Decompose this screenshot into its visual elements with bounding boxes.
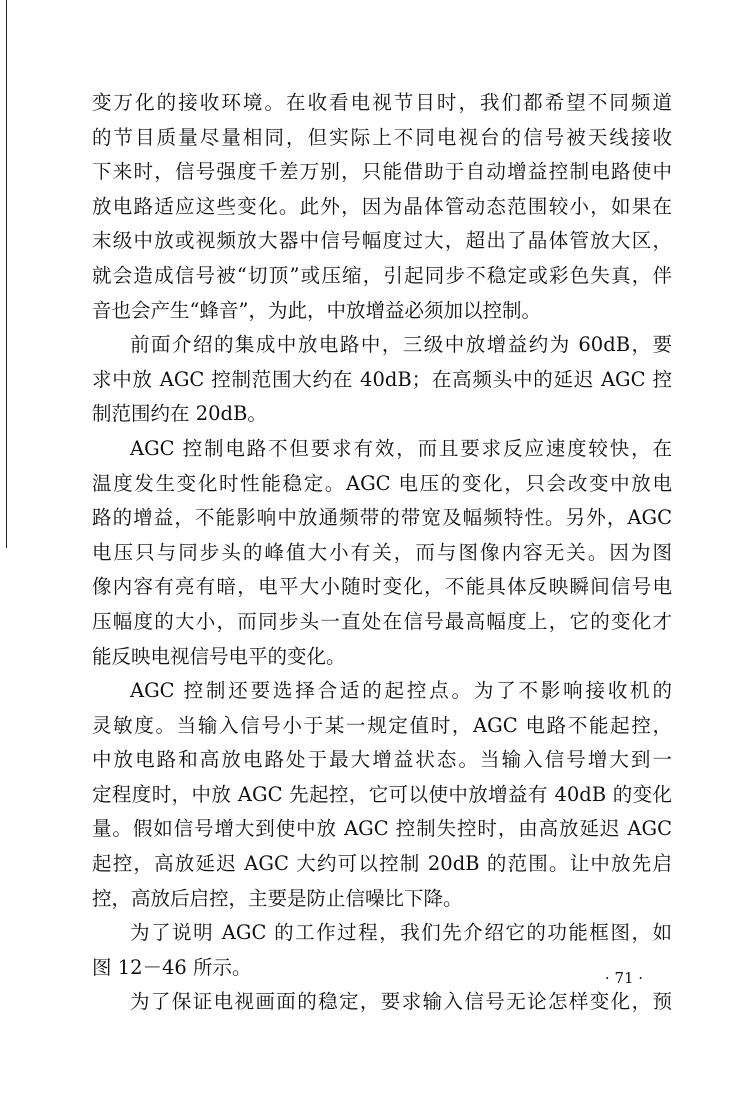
text-line: 为了保证电视画面的稳定，要求输入信号无论怎样变化，预 <box>130 990 672 1014</box>
text-line: 就会造成信号被“切顶”或压缩，引起同步不稳定或彩色失真，伴 <box>92 263 672 287</box>
scan-edge-line <box>6 0 7 548</box>
page-number: · 71 · <box>604 969 644 987</box>
text-line: 定程度时，中放 AGC 先起控，它可以使中放增益有 40dB 的变化 <box>92 782 672 806</box>
text-line: 量。假如信号增大到使中放 AGC 控制失控时，由高放延迟 AGC <box>92 817 672 841</box>
text-line: 末级中放或视频放大器中信号幅度过大，超出了晶体管放大区， <box>92 229 672 253</box>
text-line: AGC 控制还要选择合适的起控点。为了不影响接收机的 <box>130 679 672 703</box>
text-line: AGC 控制电路不但要求有效，而且要求反应速度较快，在 <box>130 436 672 460</box>
text-line: 放电路适应这些变化。此外，因为晶体管动态范围较小，如果在 <box>92 194 672 218</box>
text-line: 前面介绍的集成中放电路中，三级中放增益约为 60dB，要 <box>130 333 672 357</box>
text-line: 音也会产生“蜂音”，为此，中放增益必须加以控制。 <box>92 298 541 322</box>
text-line: 制范围约在 20dB。 <box>92 402 267 426</box>
text-line: 灵敏度。当输入信号小于某一规定值时，AGC 电路不能起控， <box>92 713 672 737</box>
text-line: 控，高放后启控，主要是防止信噪比下降。 <box>92 886 463 910</box>
text-line: 下来时，信号强度千差万别，只能借助于自动增益控制电路使中 <box>92 160 672 184</box>
text-line: 的节目质量尽量相同，但实际上不同电视台的信号被天线接收 <box>92 125 672 149</box>
text-line: 图 12－46 所示。 <box>92 955 252 979</box>
body-text <box>92 86 672 1020</box>
text-line: 像内容有亮有暗，电平大小随时变化，不能具体反映瞬间信号电 <box>92 575 672 599</box>
text-line: 中放电路和高放电路处于最大增益状态。当输入信号增大到一 <box>92 748 672 772</box>
text-line: 能反映电视信号电平的变化。 <box>92 644 346 668</box>
text-line: 变万化的接收环境。在收看电视节目时，我们都希望不同频道 <box>92 91 672 114</box>
text-line: 路的增益，不能影响中放通频带的带宽及幅频特性。另外，AGC <box>92 506 672 530</box>
text-line: 为了说明 AGC 的工作过程，我们先介绍它的功能框图，如 <box>130 921 672 945</box>
text-line: 起控，高放延迟 AGC 大约可以控制 20dB 的范围。让中放先启 <box>92 852 672 876</box>
text-line: 求中放 AGC 控制范围大约在 40dB；在高频头中的延迟 AGC 控 <box>92 367 672 391</box>
text-line: 压幅度的大小，而同步头一直处在信号最高幅度上，它的变化才 <box>92 609 672 633</box>
text-line: 电压只与同步头的峰值大小有关，而与图像内容无关。因为图 <box>92 540 672 564</box>
text-line: 温度发生变化时性能稳定。AGC 电压的变化，只会改变中放电 <box>92 471 672 495</box>
